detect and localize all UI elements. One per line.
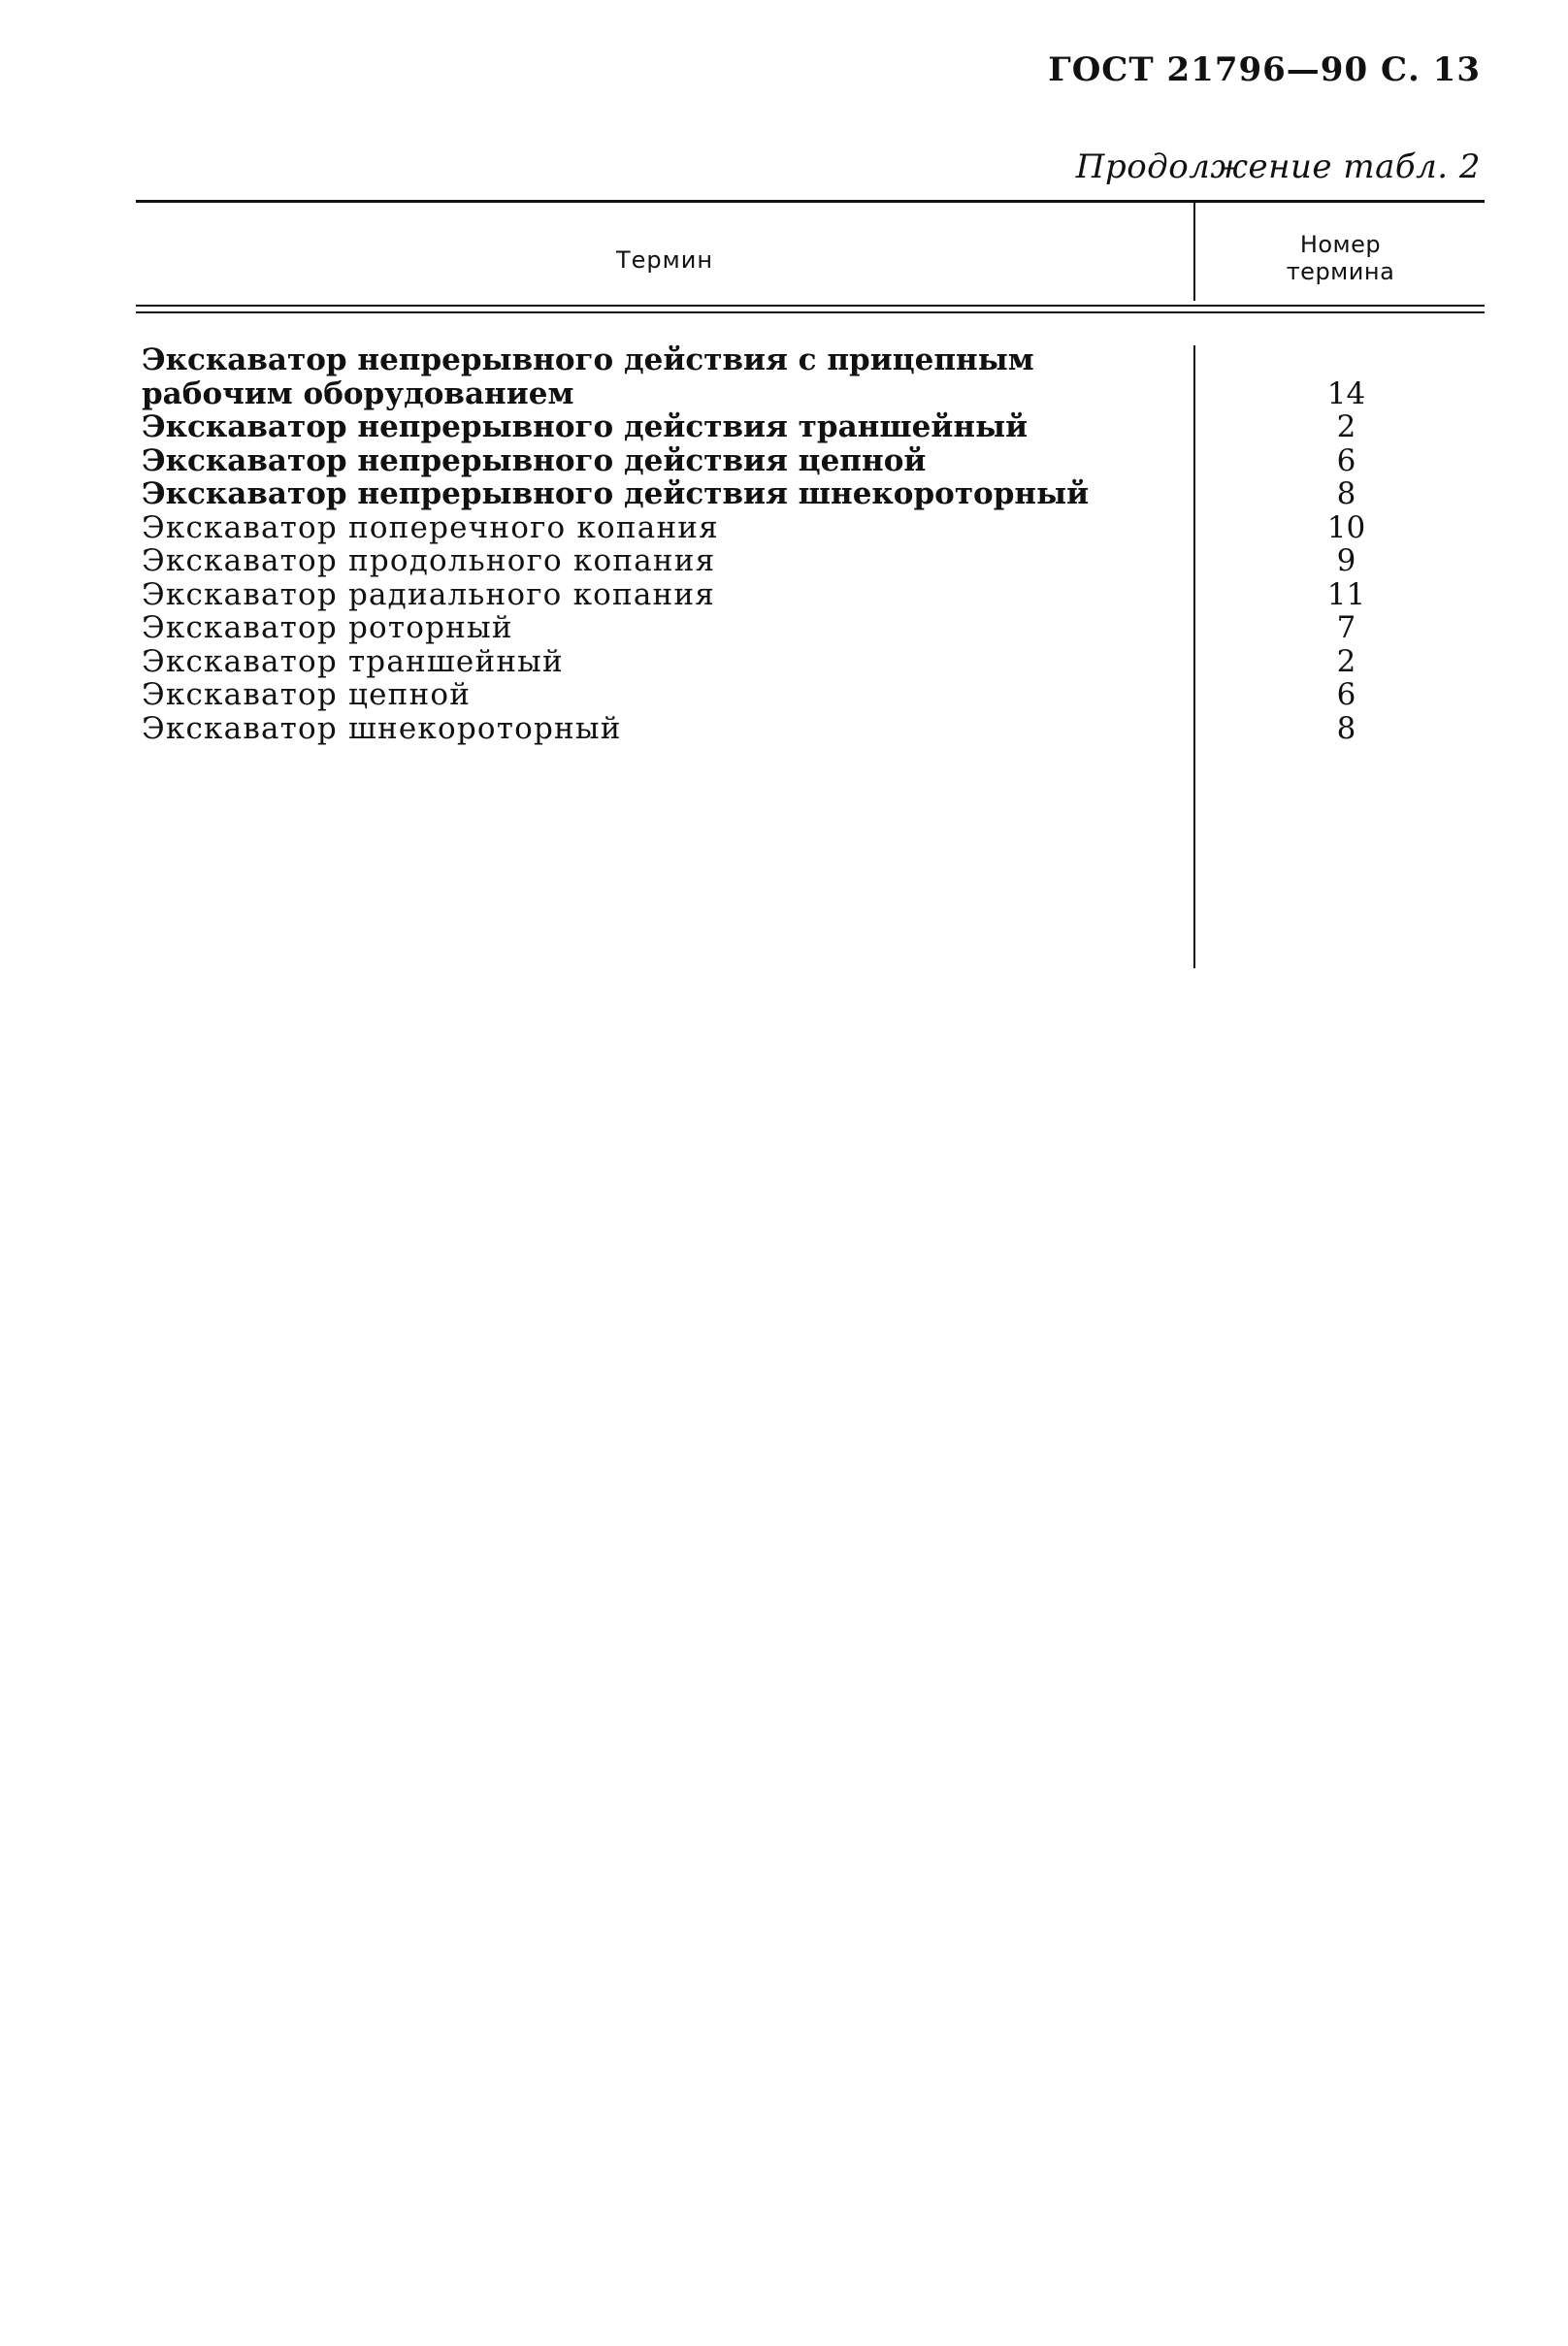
header-rule-1 bbox=[136, 305, 1485, 307]
number-cell: 8 bbox=[1336, 710, 1356, 746]
number-cell: 11 bbox=[1326, 576, 1366, 612]
table-row bbox=[136, 678, 1485, 712]
column-header-number bbox=[1196, 231, 1485, 285]
term-cell: Экскаватор шнекороторный bbox=[142, 710, 622, 746]
table-row bbox=[136, 511, 1485, 545]
number-cell: 8 bbox=[1336, 476, 1356, 511]
term-cell: Экскаватор непрерывного действия с прицепным рабочим оборудованием bbox=[142, 342, 1034, 411]
number-cell: 10 bbox=[1326, 509, 1366, 545]
term-cell: Экскаватор непрерывного действия траншейный bbox=[142, 409, 1029, 444]
column-header-number-line1: Номер bbox=[1299, 231, 1382, 258]
table-body bbox=[136, 343, 1485, 745]
table-caption: Продолжение табл. 2 bbox=[1075, 147, 1481, 186]
number-cell: 2 bbox=[1336, 409, 1356, 444]
table-row bbox=[136, 444, 1485, 478]
term-cell: Экскаватор роторный bbox=[142, 610, 513, 645]
table-row bbox=[136, 477, 1485, 511]
number-cell: 6 bbox=[1336, 677, 1356, 712]
term-cell: Экскаватор продольного копания bbox=[142, 543, 716, 578]
table-row bbox=[136, 712, 1485, 746]
number-cell: 6 bbox=[1336, 442, 1356, 478]
term-cell: Экскаватор траншейный bbox=[142, 643, 564, 679]
column-header-term: Термин bbox=[615, 246, 714, 274]
table-row bbox=[136, 578, 1485, 612]
table-row bbox=[136, 410, 1485, 444]
table-row bbox=[136, 544, 1485, 578]
table-row bbox=[136, 611, 1485, 645]
table-top-rule bbox=[136, 200, 1485, 203]
table-row bbox=[136, 645, 1485, 679]
table-row bbox=[136, 343, 1485, 410]
term-cell: Экскаватор поперечного копания bbox=[142, 509, 719, 545]
number-cell: 7 bbox=[1336, 610, 1356, 645]
header-rule-2 bbox=[136, 311, 1485, 313]
term-cell: Экскаватор цепной bbox=[142, 677, 472, 712]
number-cell: 14 bbox=[1326, 375, 1366, 411]
table-header-row bbox=[136, 204, 1485, 307]
header-column-divider bbox=[1193, 202, 1195, 301]
term-cell: Экскаватор непрерывного действия цепной bbox=[142, 442, 927, 478]
term-cell: Экскаватор радиального копания bbox=[142, 576, 716, 612]
number-cell: 2 bbox=[1336, 643, 1356, 679]
column-header-number-line2: термина bbox=[1286, 258, 1395, 285]
term-cell: Экскаватор непрерывного действия шнекороторный bbox=[142, 476, 1090, 511]
page-header: ГОСТ 21796—90 С. 13 bbox=[1048, 50, 1481, 89]
number-cell: 9 bbox=[1336, 543, 1356, 578]
